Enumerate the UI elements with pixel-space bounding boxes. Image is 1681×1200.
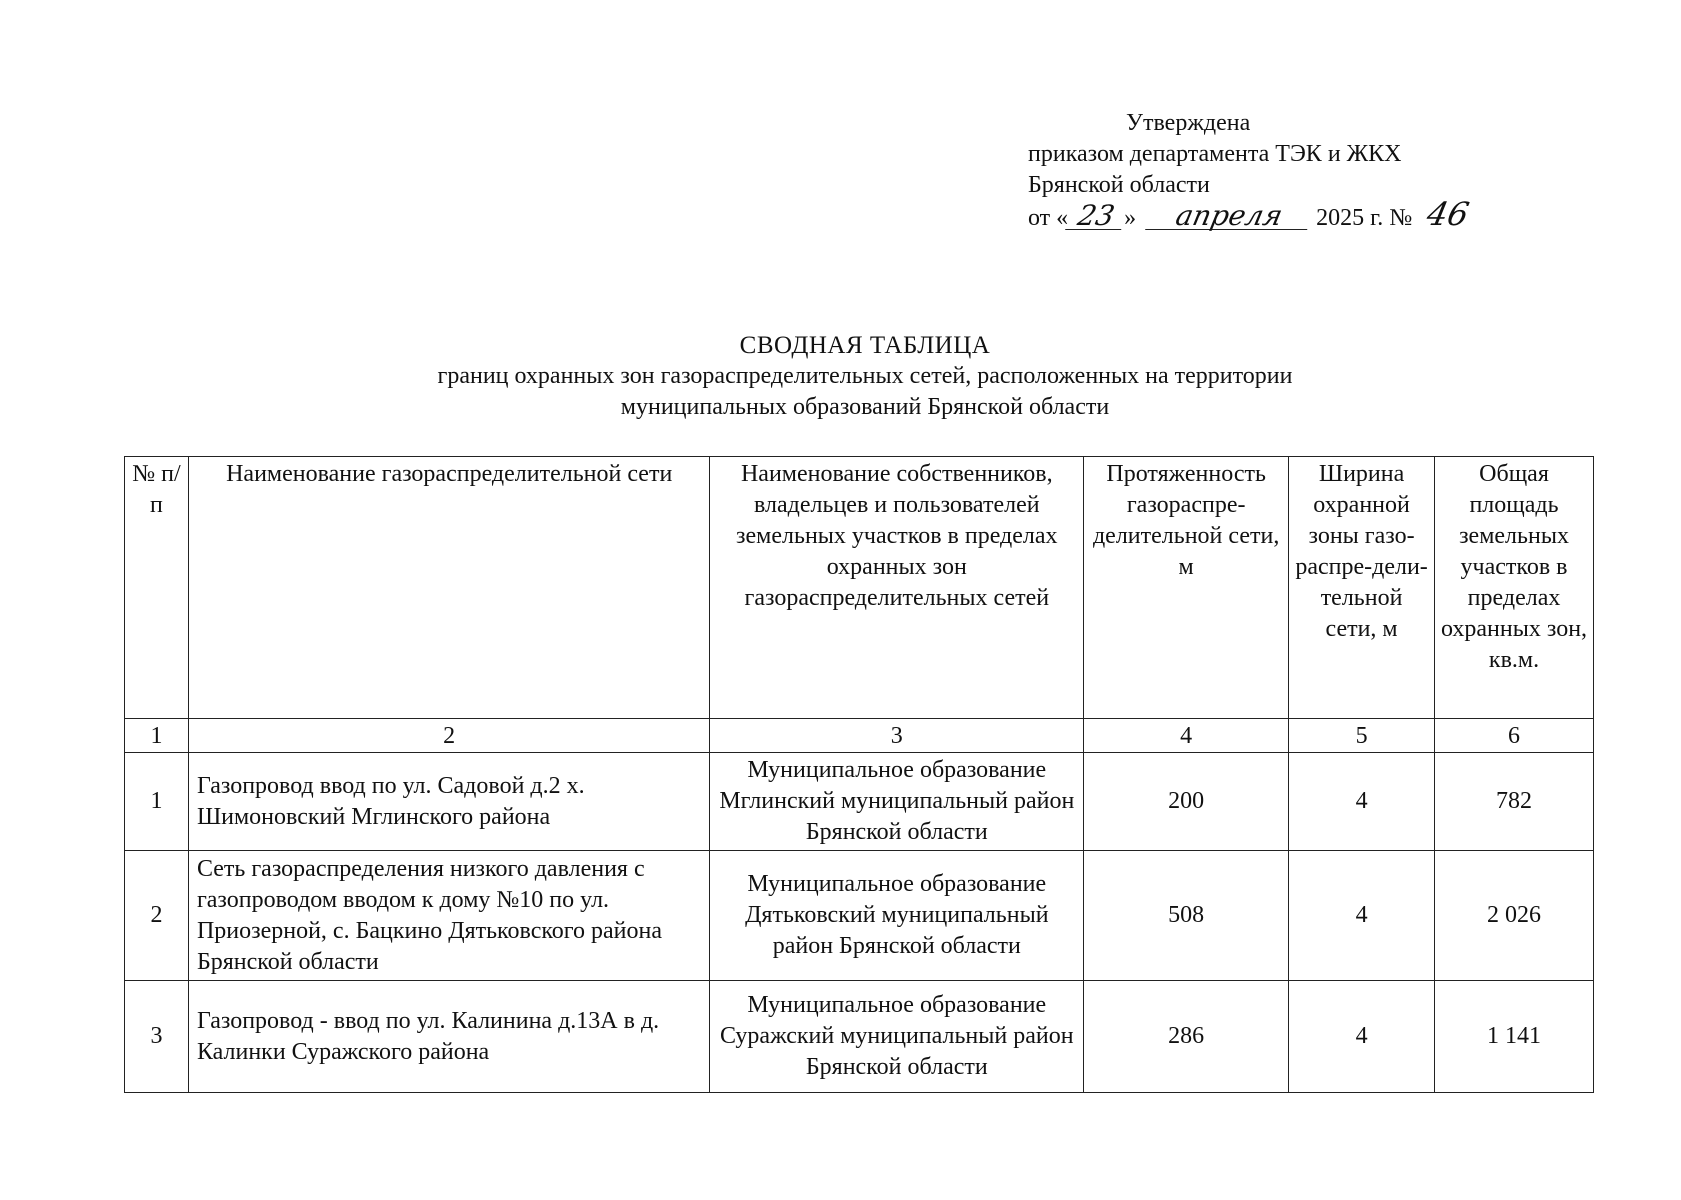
approval-title: Утверждена (1126, 110, 1251, 136)
column-number: 6 (1435, 719, 1594, 753)
network-name: Газопровод ввод по ул. Садовой д.2 х. Шимоновский Мглинского района (188, 753, 709, 851)
owners: Муниципальное образование Дятьковский муниципальный район Брянской области (710, 851, 1084, 981)
column-number-row (125, 719, 1594, 753)
total-area: 2 026 (1435, 851, 1594, 981)
table-row (125, 851, 1594, 981)
handwritten-order-number: 46 (1423, 195, 1473, 233)
column-number: 4 (1084, 719, 1289, 753)
approval-stamp (1028, 108, 1478, 234)
document-title: СВОДНАЯ ТАБЛИЦА (739, 332, 991, 359)
header-owners: Наименование собственников, владельцев и пользователей земельных участков в пределах охранных зон газораспределительных сетей (710, 457, 1084, 719)
table-row (125, 753, 1594, 851)
row-number: 1 (125, 753, 189, 851)
document-subtitle-line-2: муниципальных образований Брянской области (620, 394, 1110, 420)
document-title-block (0, 330, 1681, 423)
summary-table (124, 456, 1594, 1093)
row-number: 3 (125, 981, 189, 1093)
column-number: 1 (125, 719, 189, 753)
document-subtitle-line-1: границ охранных зон газораспределительных сетей, расположенных на территории (437, 363, 1293, 389)
header-row (125, 457, 1594, 719)
handwritten-month: апреля (1145, 203, 1313, 230)
network-length: 200 (1084, 753, 1289, 851)
network-name: Сеть газораспределения низкого давления с газопроводом вводом к дому №10 по ул. Приозерной, с. Бацкино Дятьковского района Брянской области (188, 851, 709, 981)
table-row (125, 981, 1594, 1093)
total-area: 782 (1435, 753, 1594, 851)
zone-width: 4 (1289, 981, 1435, 1093)
owners: Муниципальное образование Мглинский муниципальный район Брянской области (710, 753, 1084, 851)
row-number: 2 (125, 851, 189, 981)
date-mid: » (1124, 205, 1137, 231)
column-number: 3 (710, 719, 1084, 753)
column-number: 2 (188, 719, 709, 753)
zone-width: 4 (1289, 753, 1435, 851)
date-prefix: от « (1028, 205, 1069, 231)
header-length: Протяженность газораспре-делительной сети, м (1084, 457, 1289, 719)
zone-width: 4 (1289, 851, 1435, 981)
column-number: 5 (1289, 719, 1435, 753)
date-year: 2025 г. (1316, 205, 1384, 231)
network-length: 508 (1084, 851, 1289, 981)
network-length: 286 (1084, 981, 1289, 1093)
header-network-name: Наименование газораспределительной сети (188, 457, 709, 719)
handwritten-day: 23 (1065, 203, 1127, 230)
network-name: Газопровод - ввод по ул. Калинина д.13А в д. Калинки Суражского района (188, 981, 709, 1093)
header-total-area: Общая площадь земельных участков в пределах охранных зон, кв.м. (1435, 457, 1594, 719)
header-number: № п/п (125, 457, 189, 719)
approval-region-line: Брянской области (1028, 172, 1210, 198)
owners: Муниципальное образование Суражский муниципальный район Брянской области (710, 981, 1084, 1093)
approval-date-line (1028, 195, 1478, 234)
header-zone-width: Ширина охранной зоны газо-распре-дели-тельной сети, м (1289, 457, 1435, 719)
number-sign: № (1389, 205, 1413, 231)
total-area: 1 141 (1435, 981, 1594, 1093)
approval-order-line: приказом департамента ТЭК и ЖКХ (1028, 141, 1402, 167)
